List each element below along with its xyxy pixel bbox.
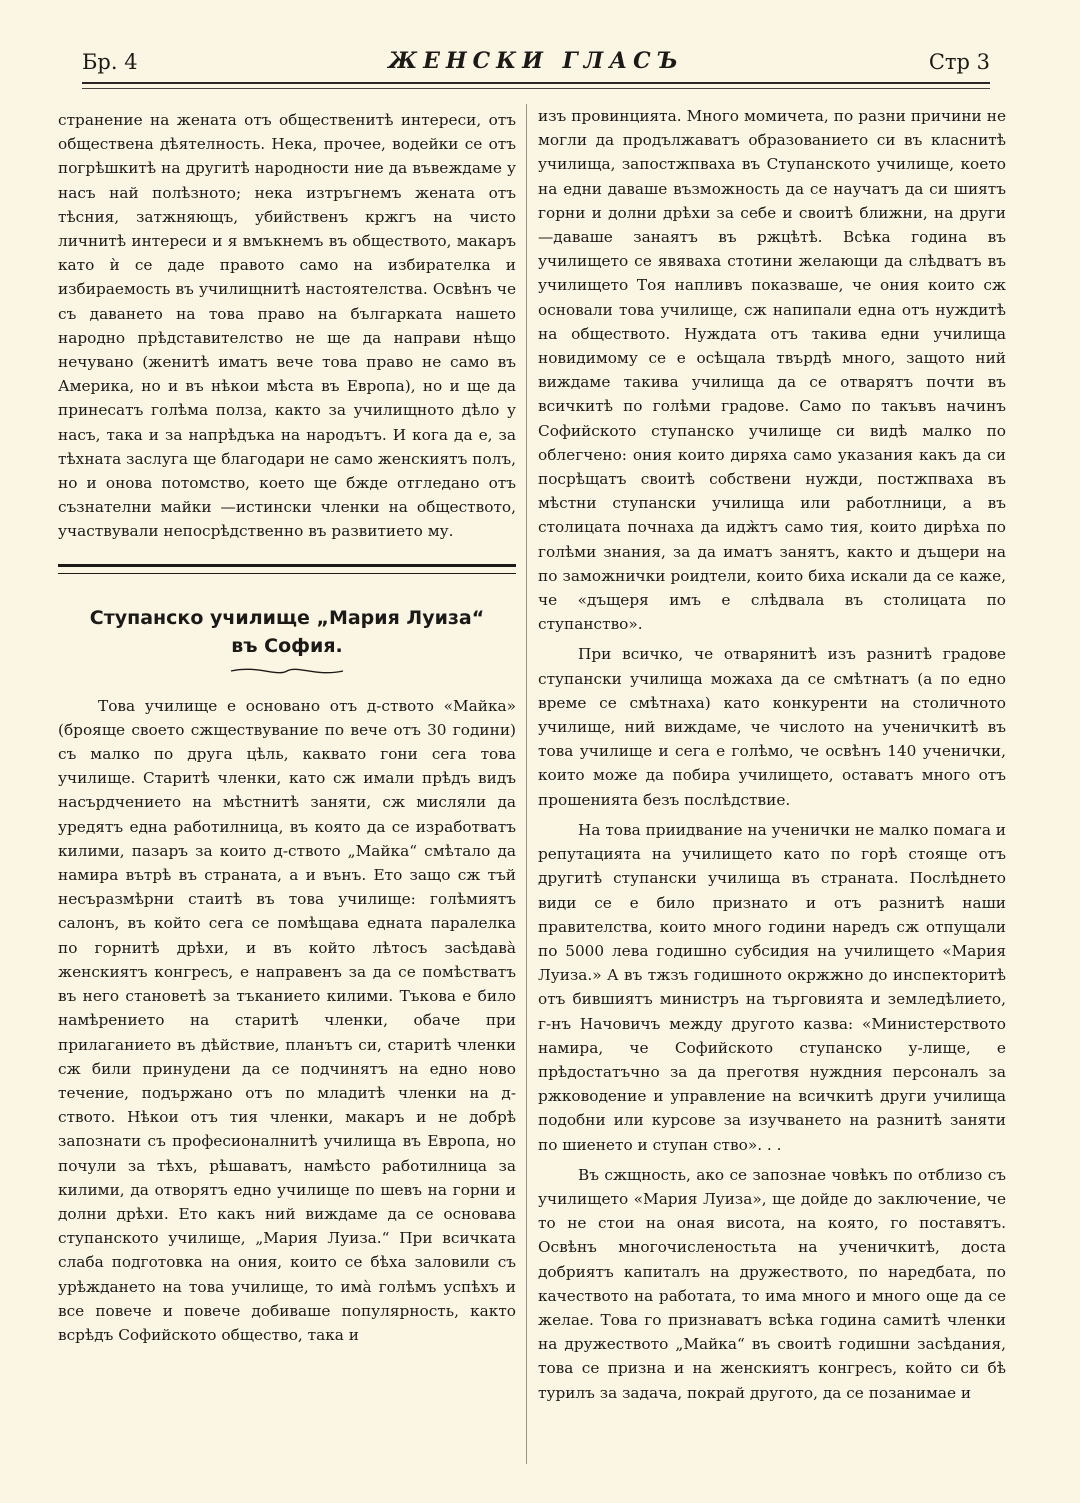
title-flourish-ornament (227, 664, 347, 678)
right-paragraph-2: При всичко, че отварянитѣ изъ разнитѣ градове ступански училища можаха да се смѣтнатъ (а по едно време се смѣтнаха) като конкуренти на столичното училище, ний виждаме, че числото на ученичкитѣ въ това училище и сега е голѣмо, че освѣнъ 140 ученички, които може да побира училището, оставатъ много отъ прошенията безъ послѣдствие. (538, 645, 1006, 809)
issue-number: Бр. 4 (82, 50, 138, 74)
page-number: Стр 3 (928, 50, 990, 74)
left-paragraph-1: странение на жената отъ общественитѣ интереси, отъ обществена дѣятелность. Нека, прочее, водейки се отъ погрѣшкитѣ на другитѣ народности ние да въвеждаме у насъ най полѣзното; нека изтръгнемъ жената отъ тѣсния, затжняющъ, убийственъ кржгъ на чисто личнитѣ интереси и я вмъкнемъ въ обществото, макаръ като ѝ се даде правото само на избирателка и избираемость въ училищнитѣ настоятелства. Освѣнъ че съ даването на това право на българката нашето народно прѣдставителство не ще да направи нѣщо нечувано (женитѣ иматъ вече това право не само въ Америка, но и въ нѣкои мѣста въ Европа), но и ще да принесатъ голѣма полза, както за училищното дѣло у насъ, така и за напрѣдъка на народътъ. И кога да е, за тѣхната заслуга ще благодари не само женскиятъ полъ, но и онова потомство, което ще бжде отгледано отъ съзнателни майки —истински членки на обществото, участвували непосрѣдственно въ развитието му. (58, 111, 516, 541)
article-title (58, 604, 516, 660)
journal-title: ЖЕНСКИ ГЛАСЪ (388, 48, 684, 74)
article-title-line-1: Ступанско училище „Мария Луиза“ (89, 606, 485, 629)
article-title-line-2: въ София. (231, 634, 343, 657)
right-paragraph-3: На това приидвание на ученички не малко помага и репутацията на училището като по горѣ стоящe отъ другитѣ ступански училища въ страната. Послѣднето види се е било признато и отъ разнитѣ наши правителства, които много години наредъ сж отпущали по 5000 лева годишно субсидия на училището «Мария Луиза.» А въ тжзъ годишното окржжно до инспекторитѣ отъ бившиятъ министръ на търговията и земледѣлието, г-нъ Начовичъ между другото казва: «Министерството намира, че Софийското ступанско у-лище, е прѣдостатъчно за да преготвя нуждния персоналъ за ржководение и управление на всичкитѣ други училища подобни или курсове за изучването на разнитѣ заняти по шиенето и ступан ство». . . (538, 820, 1006, 1154)
right-paragraph-1: изъ провинцията. Много момичета, по разни причини не могли да продължаватъ образованието си въ класнитѣ училища, запостжпваха въ Ступанското училище, което на едни даваше възможность да се научатъ да си шиятъ горни и долни дрѣхи за себе и своитѣ ближни, на други—даваше занаятъ въ ржцѣтѣ. Всѣка година въ училището се явяваха стотини желающи да слѣдватъ въ училището Тоя напливъ показваше, че ония които сж основали това училище, сж напипали една отъ нуждитѣ на обществото. Нуждата отъ такива едни училища новидимому се е осѣщала твърдѣ много, защото ний виждаме такива училища да се отварятъ почти въ всичкитѣ по голѣми градове. Само по такъвъ начинъ Софийското ступанско училище си видѣ малко по облегчено: ония които диряха само указания какъ да си посрѣщатъ своитѣ собствени нужди, постжпваха въ мѣстни ступански училища или работлници, а въ столицата почнаха да идж̀тъ само тия, които дирѣха по голѣми знания, за да иматъ занятъ, както и дъщери на по заможнички роидтели, които биха искали да се каже, че «дъщеря имъ е слѣдвала въ столицата по ступанство». (538, 107, 1006, 634)
right-column (538, 104, 1006, 1405)
column-divider (526, 104, 527, 1464)
left-paragraph-2: Това училище е основано отъ д-ството «Майка» (броящe своето сжществувание по вече отъ 30 години) съ малко по друга цѣль, каквато гони сега това училище. Старитѣ членки, като сж имали прѣдъ видъ насърдчението на мѣстнитѣ заняти, сж мисляли да уредятъ една работилница, въ която да се изработватъ килими, пазаръ за които д-ството „Майка“ смѣтало да намира вътрѣ въ страната, а и вънъ. Ето защо сж тъй несъразмѣрни стаитѣ въ това училище: голѣмиятъ салонъ, въ който сега се помѣщава едната паралелка по горнитѣ дрѣхи, и въ който лѣтосъ засѣдавà женскиятъ конгресъ, е направенъ за да се помѣстватъ въ него становетѣ за тъканието килими. Тъкова е било намѣрението на старитѣ членки, обаче при прилаганието въ дѣйствие, планътъ си, старитѣ членки сж били принудени да се подчинятъ на едно ново течение, подържано отъ по младитѣ членки на д-ството. Нѣкои отъ тия членки, макаръ и не добрѣ запознати съ професионалнитѣ училища въ Европа, но почули за тѣхъ, рѣшаватъ, намѣсто работилница за килими, да отворятъ едно училище по шевъ на горни и долни дрѣхи. Ето какъ ний виждаме да се основава ступанското училище, „Мария Луиза.“ При всичката слаба подготовка на ония, които се бѣха заловили съ урѣждането на това училище, то имà голѣмъ успѣхъ и все повече и повече добиваше популярность, както всрѣдъ Софийското общество, така и (58, 696, 516, 1344)
right-paragraph-4: Въ сжщность, ако се запознае човѣкъ по отблизо съ училището «Мария Луиза», ще дойде до заключение, че то не стои на оная висота, на която, го поставятъ. Освѣнъ многочисленостьта на ученичкитѣ, доста добриятъ капиталъ на дружеството, по наредбата, по качеството на работата, то има много и много още да се желае. Това го признаватъ всѣка година самитѣ членки на дружеството „Майка“ въ своитѣ годишни засѣдания, това се призна и на женскиятъ конгресъ, който си бѣ турилъ за задача, покрай другото, да се позанимае и (538, 1165, 1006, 1402)
header-rule (82, 88, 990, 89)
section-divider (58, 564, 516, 574)
left-column (58, 108, 516, 1347)
page-header (82, 46, 990, 84)
